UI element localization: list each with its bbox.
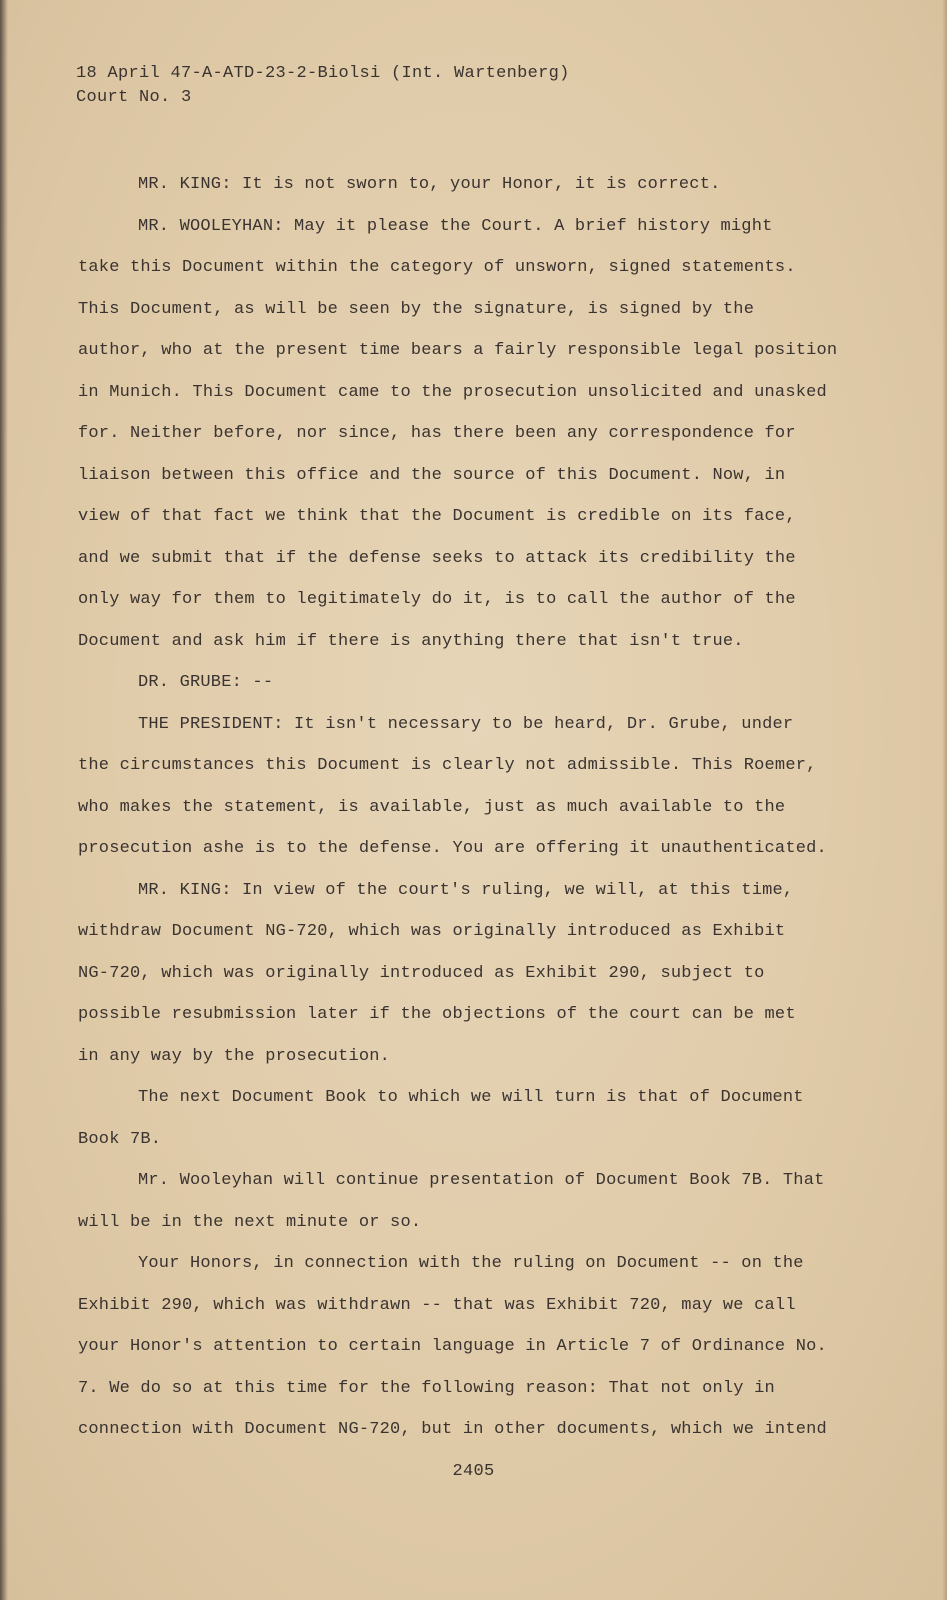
transcript-line: 7. We do so at this time for the following reason: That not only in: [78, 1378, 775, 1398]
transcript-line: MR. KING: In view of the court's ruling, we will, at this time,: [138, 880, 794, 900]
transcript-line: withdraw Document NG-720, which was originally introduced as Exhibit: [78, 922, 786, 941]
transcript-line: NG-720, which was originally introduced as Exhibit 290, subject to: [78, 963, 765, 983]
document-header: [76, 62, 570, 110]
transcript-line: possible resubmission later if the objections of the court can be met: [78, 1005, 796, 1024]
transcript-line: in Munich. This Document came to the prosecution unsolicited and unasked: [78, 382, 827, 402]
transcript-line: liaison between this office and the source of this Document. Now, in: [78, 465, 786, 485]
transcript-line: Document and ask him if there is anything there that isn't true.: [78, 631, 744, 651]
transcript-line: MR. WOOLEYHAN: May it please the Court. A brief history might: [138, 216, 773, 236]
transcript-line: This Document, as will be seen by the signature, is signed by the: [78, 299, 755, 319]
transcript-line: prosecution ashe is to the defense. You are offering it unauthenticated.: [78, 839, 827, 858]
transcript-line: the circumstances this Document is clearly not admissible. This Roemer,: [78, 756, 817, 775]
transcript-body: [78, 164, 838, 1451]
page-number: 2405: [452, 1462, 495, 1481]
transcript-line: MR. KING: It is not sworn to, your Honor, it is correct.: [138, 175, 721, 194]
transcript-line: connection with Document NG-720, but in other documents, which we intend: [78, 1420, 827, 1439]
transcript-line: author, who at the present time bears a fairly responsible legal position: [78, 341, 838, 360]
transcript-line: will be in the next minute or so.: [78, 1212, 422, 1232]
page-edge-shadow: [0, 0, 8, 1600]
transcript-line: only way for them to legitimately do it, is to call the author of the: [78, 590, 796, 609]
transcript-line: The next Document Book to which we will turn is that of Document: [138, 1088, 804, 1107]
header-line-1: 18 April 47-A-ATD-23-2-Biolsi (Int. Wartenberg): [76, 64, 570, 83]
transcript-line: take this Document within the category of unsworn, signed statements.: [78, 258, 796, 277]
transcript-line: DR. GRUBE: --: [138, 673, 274, 692]
header-line-2: Court No. 3: [76, 88, 192, 107]
transcript-line: for. Neither before, nor since, has there been any correspondence for: [78, 424, 796, 443]
transcript-line: view of that fact we think that the Document is credible on its face,: [78, 507, 796, 526]
transcript-line: Book 7B.: [78, 1129, 162, 1149]
transcript-line: Mr. Wooleyhan will continue presentation of Document Book 7B. That: [138, 1171, 825, 1190]
transcript-line: and we submit that if the defense seeks to attack its credibility the: [78, 548, 796, 568]
transcript-line: your Honor's attention to certain language in Article 7 of Ordinance No.: [78, 1337, 827, 1356]
transcript-line: Exhibit 290, which was withdrawn -- that was Exhibit 720, may we call: [78, 1295, 796, 1315]
transcript-line: who makes the statement, is available, just as much available to the: [78, 797, 786, 817]
transcript-line: THE PRESIDENT: It isn't necessary to be heard, Dr. Grube, under: [138, 714, 794, 734]
page-edge-shadow-right: [942, 0, 947, 1600]
transcript-line: in any way by the prosecution.: [78, 1046, 391, 1066]
transcript-line: Your Honors, in connection with the ruling on Document -- on the: [138, 1254, 804, 1273]
